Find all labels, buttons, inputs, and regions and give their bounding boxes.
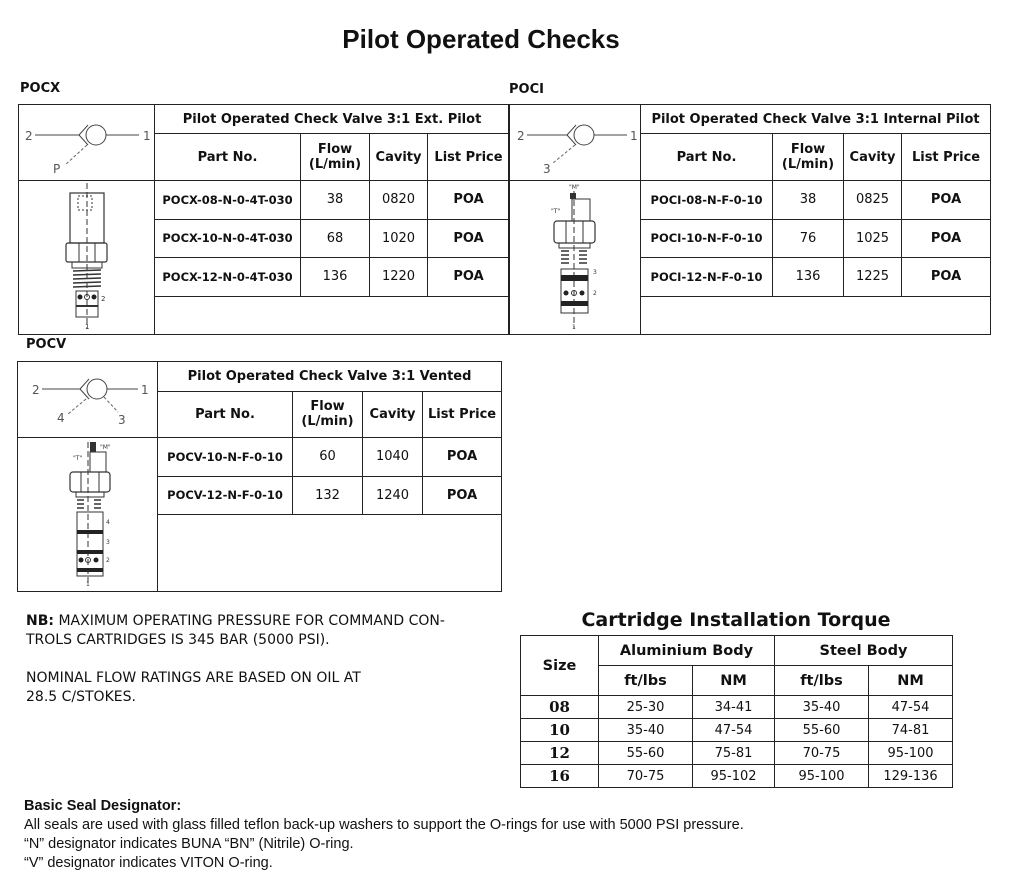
port-label: 3 xyxy=(106,539,110,546)
part-number: POCI-12-N-F-0-10 xyxy=(641,258,773,297)
col-header-part-no: Part No. xyxy=(641,134,773,181)
pocx-symbol-cell xyxy=(19,105,155,181)
st-nm: 74-81 xyxy=(869,719,953,742)
seal-line: “V” designator indicates VITON O-ring. xyxy=(24,855,273,871)
port-label: 2 xyxy=(593,290,597,297)
flow-value: 76 xyxy=(773,219,844,258)
st-ftlbs: 70-75 xyxy=(775,742,869,765)
page-title: Pilot Operated Checks xyxy=(342,24,620,54)
st-ftlbs: 35-40 xyxy=(775,696,869,719)
port-label: 1 xyxy=(85,323,90,331)
section-label-poci: POCI xyxy=(509,82,544,97)
nb-text-cont: TROLS CARTRIDGES IS 345 BAR (5000 PSI). xyxy=(26,632,330,648)
torque-title: Cartridge Installation Torque xyxy=(581,609,891,631)
col-header-flow xyxy=(301,134,370,181)
al-ftlbs: 25-30 xyxy=(599,696,693,719)
port-label: 1 xyxy=(572,324,576,331)
cavity-value: 1025 xyxy=(844,219,902,258)
poci-symbol-cell xyxy=(509,105,641,181)
pocv-cartridge-cell xyxy=(18,438,158,592)
check-valve-symbol-icon xyxy=(19,105,155,177)
part-number: POCV-10-N-F-0-10 xyxy=(158,438,293,477)
col-header-part-no: Part No. xyxy=(158,391,293,437)
part-number: POCI-10-N-F-0-10 xyxy=(641,219,773,258)
flow-unit: (L/min) xyxy=(308,157,362,173)
port-label: 1 xyxy=(630,129,638,143)
st-nm: 95-100 xyxy=(869,742,953,765)
flow-label: Flow xyxy=(317,142,353,158)
flow-value: 132 xyxy=(293,476,363,515)
list-price: POA xyxy=(428,219,510,258)
torque-row xyxy=(521,765,953,788)
col-header-flow xyxy=(773,134,844,181)
port-label: 2 xyxy=(25,129,33,143)
col-header-size: Size xyxy=(521,636,599,696)
flow-value: 136 xyxy=(773,258,844,297)
flow-label: Flow xyxy=(310,399,345,415)
port-label: 3 xyxy=(543,162,551,176)
size-value: 08 xyxy=(521,696,599,719)
size-value: 10 xyxy=(521,719,599,742)
empty-row xyxy=(158,515,502,592)
col-header-cavity: Cavity xyxy=(363,391,423,437)
seal-heading: Basic Seal Designator: xyxy=(24,798,182,814)
list-price: POA xyxy=(423,438,502,477)
seal-line: All seals are used with glass filled teflon back-up washers to support the O-rings for use with 5000 PSI pressure. xyxy=(24,817,744,833)
list-price: POA xyxy=(428,258,510,297)
cavity-value: 1225 xyxy=(844,258,902,297)
cavity-value: 1020 xyxy=(370,219,428,258)
port-label: 2 xyxy=(517,129,525,143)
flow-note xyxy=(26,669,506,707)
flow-note-line1: NOMINAL FLOW RATINGS ARE BASED ON OIL AT xyxy=(26,670,361,686)
size-value: 12 xyxy=(521,742,599,765)
seal-designator xyxy=(24,797,1004,873)
port-label: 2 xyxy=(32,383,40,397)
nb-label: NB: xyxy=(26,613,54,629)
empty-row xyxy=(155,296,510,335)
col-header-cavity: Cavity xyxy=(844,134,902,181)
flow-unit: (L/min) xyxy=(301,414,354,430)
pocv-symbol-cell xyxy=(18,362,158,438)
al-nm: 95-102 xyxy=(693,765,775,788)
pocv-table-title: Pilot Operated Check Valve 3:1 Vented xyxy=(158,362,502,392)
port-label: "T" xyxy=(551,208,561,215)
poci-table xyxy=(508,104,991,335)
flow-value: 136 xyxy=(301,258,370,297)
port-label: P xyxy=(53,162,61,176)
cavity-value: 0820 xyxy=(370,181,428,220)
cavity-value: 1220 xyxy=(370,258,428,297)
col-header-aluminium: Aluminium Body xyxy=(599,636,775,666)
al-nm: 34-41 xyxy=(693,696,775,719)
section-label-pocx: POCX xyxy=(20,81,61,96)
col-header-list-price: List Price xyxy=(902,134,991,181)
poci-table-title: Pilot Operated Check Valve 3:1 Internal Pilot xyxy=(641,105,991,134)
al-nm: 75-81 xyxy=(693,742,775,765)
st-nm: 129-136 xyxy=(869,765,953,788)
section-label-pocv: POCV xyxy=(26,337,67,352)
port-label: 2 xyxy=(106,557,110,564)
port-label: "M" xyxy=(100,444,111,451)
part-number: POCV-12-N-F-0-10 xyxy=(158,476,293,515)
cartridge-diagram-icon xyxy=(19,181,155,331)
pressure-note xyxy=(26,612,506,650)
part-number: POCX-08-N-0-4T-030 xyxy=(155,181,301,220)
col-header-st-nm: NM xyxy=(869,666,953,696)
flow-value: 60 xyxy=(293,438,363,477)
flow-unit: (L/min) xyxy=(781,157,835,173)
pocx-table-title: Pilot Operated Check Valve 3:1 Ext. Pilot xyxy=(155,105,510,134)
flow-value: 68 xyxy=(301,219,370,258)
cavity-value: 0825 xyxy=(844,181,902,220)
al-ftlbs: 70-75 xyxy=(599,765,693,788)
list-price: POA xyxy=(902,219,991,258)
flow-value: 38 xyxy=(301,181,370,220)
port-label: "T" xyxy=(73,455,83,462)
flow-label: Flow xyxy=(790,142,826,158)
check-valve-symbol-icon xyxy=(18,362,158,434)
col-header-list-price: List Price xyxy=(428,134,510,181)
col-header-flow xyxy=(293,391,363,437)
port-label: 3 xyxy=(593,269,597,276)
col-header-steel: Steel Body xyxy=(775,636,953,666)
list-price: POA xyxy=(428,181,510,220)
al-ftlbs: 55-60 xyxy=(599,742,693,765)
poci-cartridge-cell xyxy=(509,181,641,335)
port-label: 1 xyxy=(143,129,151,143)
cavity-value: 1040 xyxy=(363,438,423,477)
empty-row xyxy=(641,296,991,335)
torque-row xyxy=(521,742,953,765)
list-price: POA xyxy=(423,476,502,515)
nb-text: MAXIMUM OPERATING PRESSURE FOR COMMAND CON- xyxy=(54,613,445,629)
flow-note-line2: 28.5 C/STOKES. xyxy=(26,689,136,705)
pocx-table xyxy=(18,104,510,335)
list-price: POA xyxy=(902,181,991,220)
pocx-cartridge-cell xyxy=(19,181,155,335)
port-label: 2 xyxy=(101,295,106,303)
col-header-al-ftlbs: ft/lbs xyxy=(599,666,693,696)
part-number: POCX-12-N-0-4T-030 xyxy=(155,258,301,297)
st-nm: 47-54 xyxy=(869,696,953,719)
st-ftlbs: 95-100 xyxy=(775,765,869,788)
torque-table xyxy=(520,635,953,788)
col-header-cavity: Cavity xyxy=(370,134,428,181)
size-value: 16 xyxy=(521,765,599,788)
cartridge-diagram-icon xyxy=(509,181,641,331)
part-number: POCX-10-N-0-4T-030 xyxy=(155,219,301,258)
al-ftlbs: 35-40 xyxy=(599,719,693,742)
seal-line: “N” designator indicates BUNA “BN” (Nitrile) O-ring. xyxy=(24,836,354,852)
torque-row xyxy=(521,719,953,742)
list-price: POA xyxy=(902,258,991,297)
col-header-list-price: List Price xyxy=(423,391,502,437)
port-label: 1 xyxy=(141,383,149,397)
col-header-part-no: Part No. xyxy=(155,134,301,181)
cartridge-diagram-icon xyxy=(18,438,158,588)
port-label: 3 xyxy=(118,413,126,427)
check-valve-symbol-icon xyxy=(509,105,641,177)
col-header-al-nm: NM xyxy=(693,666,775,696)
al-nm: 47-54 xyxy=(693,719,775,742)
flow-value: 38 xyxy=(773,181,844,220)
port-label: 4 xyxy=(57,411,65,425)
col-header-st-ftlbs: ft/lbs xyxy=(775,666,869,696)
port-label: "M" xyxy=(569,184,580,191)
cavity-value: 1240 xyxy=(363,476,423,515)
pocv-table xyxy=(17,361,502,592)
st-ftlbs: 55-60 xyxy=(775,719,869,742)
port-label: 4 xyxy=(106,519,110,526)
port-label: 1 xyxy=(86,581,90,588)
part-number: POCI-08-N-F-0-10 xyxy=(641,181,773,220)
torque-row xyxy=(521,696,953,719)
